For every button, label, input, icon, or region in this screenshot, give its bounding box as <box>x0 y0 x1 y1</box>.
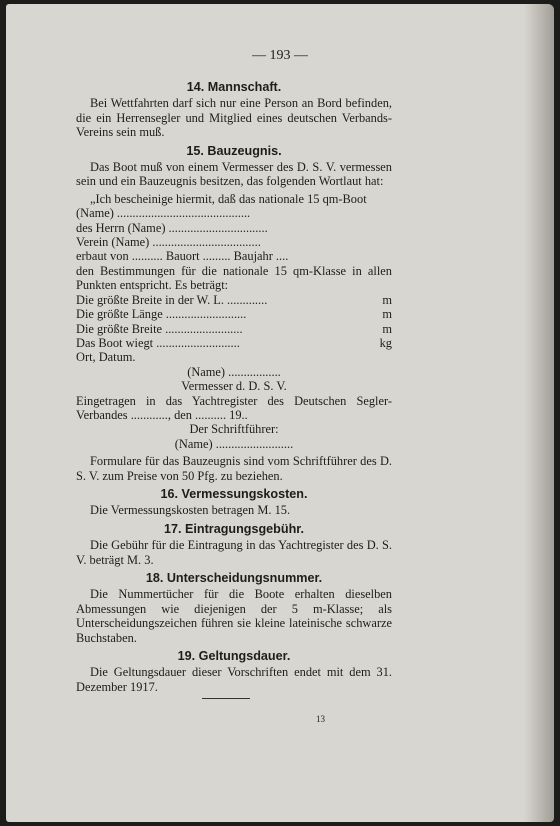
section-text: Die Gebühr für die Eintragung in das Yachtregister des D. S. V. beträgt M. 3. <box>76 538 392 567</box>
certificate-line: (Name) ........................................... <box>76 206 251 221</box>
book-page <box>6 4 554 822</box>
measure-unit: kg <box>379 335 392 350</box>
page-number: — 193 — <box>252 48 308 63</box>
measure-row <box>76 336 392 350</box>
place-date: Ort, Datum. <box>76 350 136 365</box>
page-content <box>76 76 392 699</box>
measure-label: Das Boot wiegt ........................... <box>76 335 240 350</box>
measure-label: Die größte Länge .......................... <box>76 307 247 322</box>
certificate-line: Verein (Name) ................................... <box>76 235 261 250</box>
secretary-name: (Name) ......................... <box>174 436 294 451</box>
section-text: Die Geltungsdauer dieser Vorschriften endet mit dem 31. Dezember 1917. <box>76 665 392 694</box>
section-heading: 15. Bauzeugnis. <box>186 143 282 158</box>
measure-row <box>76 293 392 307</box>
measure-row <box>76 322 392 336</box>
registered-line: Eingetragen in das Yachtregister des Deutschen Segler-Verbandes ............, den .......... 19.. <box>76 393 392 422</box>
signature-mark: 13 <box>316 714 325 724</box>
certificate-line: den Bestimmungen für die nationale 15 qm-Klasse in allen Punkten entspricht. Es beträgt: <box>76 263 392 293</box>
measure-label: Die größte Breite ......................... <box>76 321 243 336</box>
measure-unit: m <box>382 321 392 336</box>
certificate-closing: Formulare für das Bauzeugnis sind vom Schriftführer des D. S. V. zum Preise von 50 Pfg. zu beziehen. <box>76 454 392 483</box>
section-text: Bei Wettfahrten darf sich nur eine Person an Bord befinden, die ein Herrensegler und Mitglied eines deutschen Verbands-Vereins sein muß. <box>76 96 392 140</box>
certificate-line: des Herrn (Name) ................................ <box>76 220 268 235</box>
section-heading: 18. Unterscheidungsnummer. <box>145 571 323 585</box>
section-heading: 17. Eintragungsgebühr. <box>164 521 304 536</box>
measure-row <box>76 307 392 321</box>
end-rule <box>202 698 250 699</box>
measure-unit: m <box>382 292 392 307</box>
section-text: Die Nummertücher für die Boote erhalten dieselben Abmessungen wie diejenigen der 5 m-Klasse; als Unterscheidungszeichen führen sie kleine lateinische schwarze Buchstaben. <box>76 587 392 645</box>
section-heading: 14. Mannschaft. <box>186 80 282 94</box>
name-line: (Name) ................. <box>187 364 281 379</box>
measure-unit: m <box>382 307 392 322</box>
secretary: Der Schriftführer: <box>189 422 279 437</box>
section-heading: 19. Geltungsdauer. <box>177 649 291 664</box>
measure-label: Die größte Breite in der W. L. ............. <box>76 292 268 307</box>
section-heading: 16. Vermessungskosten. <box>160 486 308 501</box>
certificate-line: erbaut von .......... Bauort ......... Baujahr .... <box>76 249 289 264</box>
certificate-intro: „Ich bescheinige hiermit, daß das nationale 15 qm-Boot <box>90 191 367 206</box>
surveyor: Vermesser d. D. S. V. <box>181 379 287 394</box>
section-text: Die Vermessungskosten betragen M. 15. <box>90 503 291 518</box>
section-text: Das Boot muß von einem Vermesser des D. S. V. vermessen sein und ein Bauzeugnis besitzen, das folgenden Wortlaut hat: <box>76 160 392 189</box>
